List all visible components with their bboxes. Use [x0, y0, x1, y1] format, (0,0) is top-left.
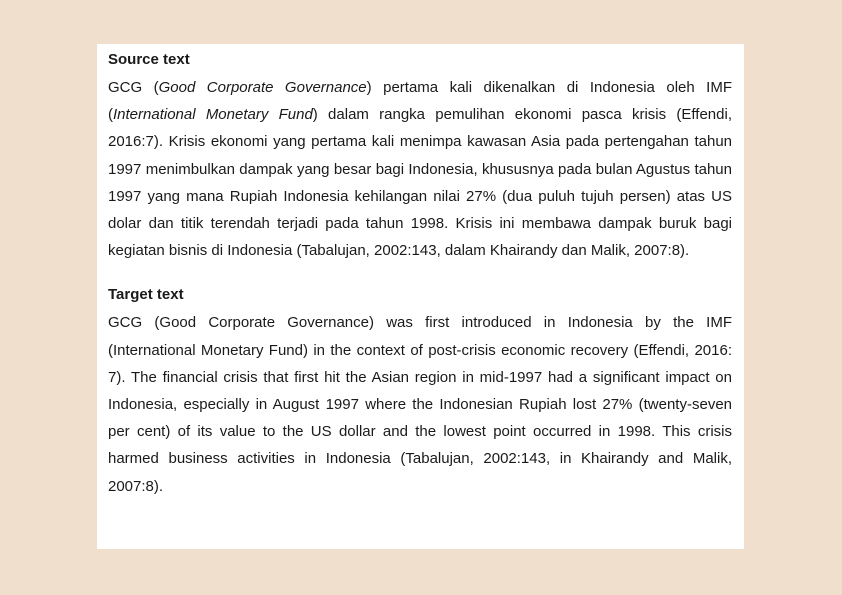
source-text-part: ) dalam rangka pemulihan ekonomi pasca krisis (Effendi, 2016:7). Krisis ekonomi yang pertama kali menimpa kawasan Asia pada pertengahan tahun 1997 menimbulkan dampak yang besar bagi Indonesia, khususnya pada bulan Agustus tahun 1997 yang mana Rupiah Indonesia kehilangan nilai 27% (dua puluh tujuh persen) atas US dolar dan titik terendah terjadi pada tahun 1998. Krisis ini membawa dampak buruk bagi kegiatan bisnis di Indonesia (Tabalujan, 2002:143, dalam Khairandy dan Malik, 2007:8). [108, 106, 732, 260]
source-italic-term: Good Corporate Governance [158, 79, 367, 96]
target-heading: Target text [108, 286, 184, 304]
source-text-part: ) pertama kali dikenalkan di Indonesia oleh IMF ( [108, 79, 732, 124]
source-italic-term: International Monetary Fund [113, 106, 313, 124]
text-card [97, 44, 744, 549]
source-heading: Source text [108, 51, 190, 68]
target-paragraph: GCG (Good Corporate Governance) was first introduced in Indonesia by the IMF (International Monetary Fund) in the context of post-crisis economic recovery (Effendi, 2016: 7). The financial crisis that first hit the Asian region in mid-1997 had a significant impact on Indonesia, especially in August 1997 where the Indonesian Rupiah lost 27% (twenty-seven per cent) of its value to the US dollar and the lowest point occurred in 1998. This crisis harmed business activities in Indonesia (Tabalujan, 2002:143, in Khairandy and Malik, 2007:8). [108, 314, 732, 495]
section-spacer [108, 264, 732, 285]
source-paragraph [108, 74, 732, 264]
source-text-part: GCG ( [108, 79, 159, 96]
